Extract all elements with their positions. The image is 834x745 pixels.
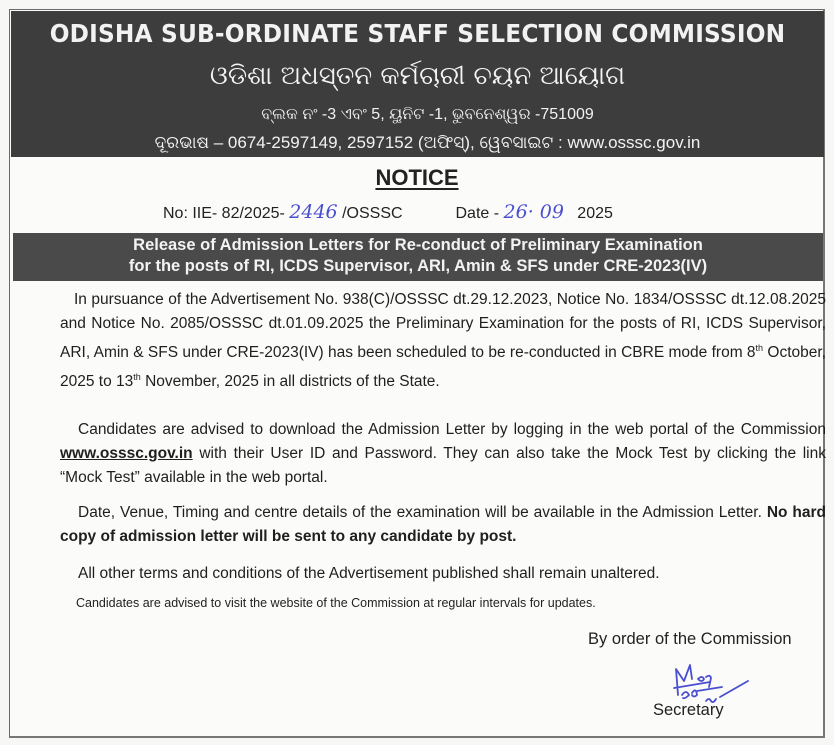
designation-secretary: Secretary	[653, 701, 724, 719]
p2-text-b: with their User ID and Password. They can also take the Mock Test by clicking the link “Mock Test” available in the web portal.	[60, 445, 826, 486]
website-link[interactable]: www.osssc.gov.in	[60, 445, 193, 462]
date-year: 2025	[577, 205, 613, 222]
paragraph-3	[60, 501, 826, 549]
date-label: Date -	[455, 205, 500, 222]
p3-bold-text: No hard copy of admission letter will be sent to any candidate by post.	[60, 504, 826, 545]
notice-title: NOTICE	[375, 165, 459, 190]
p1-text-b: October, 2025 to 13	[60, 344, 826, 391]
ref-suffix: /OSSSC	[342, 205, 403, 222]
contact-info: ଦୂରଭାଷ – 0674-2597149, 2597152 (ଅଫିସ୍), ୱେବସାଇଟ : www.osssc.gov.in	[154, 133, 701, 152]
commission-name-odia: ଓଡିଶା ଅଧସ୍ତନ କର୍ମଚାରୀ ଚୟନ ଆୟୋଗ	[209, 61, 626, 91]
subject-line-2: for the posts of RI, ICDS Supervisor, ARI, Amin & SFS under CRE-2023(IV)	[128, 257, 708, 275]
p1-sup-2: th	[133, 372, 141, 383]
letterhead	[11, 11, 824, 157]
reference-line	[163, 201, 613, 223]
commission-name-english: ODISHA SUB-ORDINATE STAFF SELECTION COMMISSION	[49, 19, 786, 48]
ref-prefix: No: IIE- 82/2025-	[163, 205, 285, 222]
by-order-text: By order of the Commission	[588, 630, 792, 648]
paragraph-1	[60, 288, 826, 394]
p2-text-a: Candidates are advised to download the Admission Letter by logging in the web portal of the Commission	[78, 421, 826, 438]
paragraph-5: Candidates are advised to visit the website of the Commission at regular intervals for updates.	[76, 596, 596, 610]
subject-line-1: Release of Admission Letters for Re-conduct of Preliminary Examination	[133, 236, 703, 254]
p1-sup-1: th	[755, 343, 764, 353]
p3-text-a: Date, Venue, Timing and centre details of the examination will be available in the Admission Letter.	[78, 504, 767, 521]
address: ବ୍ଲକ ନଂ -3 ଏବଂ 5, ୟୁନିଟ -1, ଭୁବନେଶ୍ୱର -751009	[261, 106, 594, 123]
paragraph-4: All other terms and conditions of the Advertisement published shall remain unaltered.	[78, 565, 660, 582]
p1-text-a: In pursuance of the Advertisement No. 938(C)/OSSSC dt.29.12.2023, Notice No. 1834/OSSSC dt.12.08.2025 and Notice No. 2085/OSSSC dt.01.09.2025 the Preliminary Examination for the posts of RI, ICDS Supervisor, ARI, Amin & SFS under CRE-2023(IV) has been scheduled to be re-conducted in CBRE mode from 8	[60, 291, 826, 362]
p1-text-c: November, 2025 in all districts of the State.	[140, 373, 440, 391]
subject-banner	[13, 233, 823, 281]
handwritten-date: 26· 09	[503, 201, 564, 223]
handwritten-ref-number: 2446	[289, 201, 338, 223]
paragraph-2	[60, 418, 826, 490]
